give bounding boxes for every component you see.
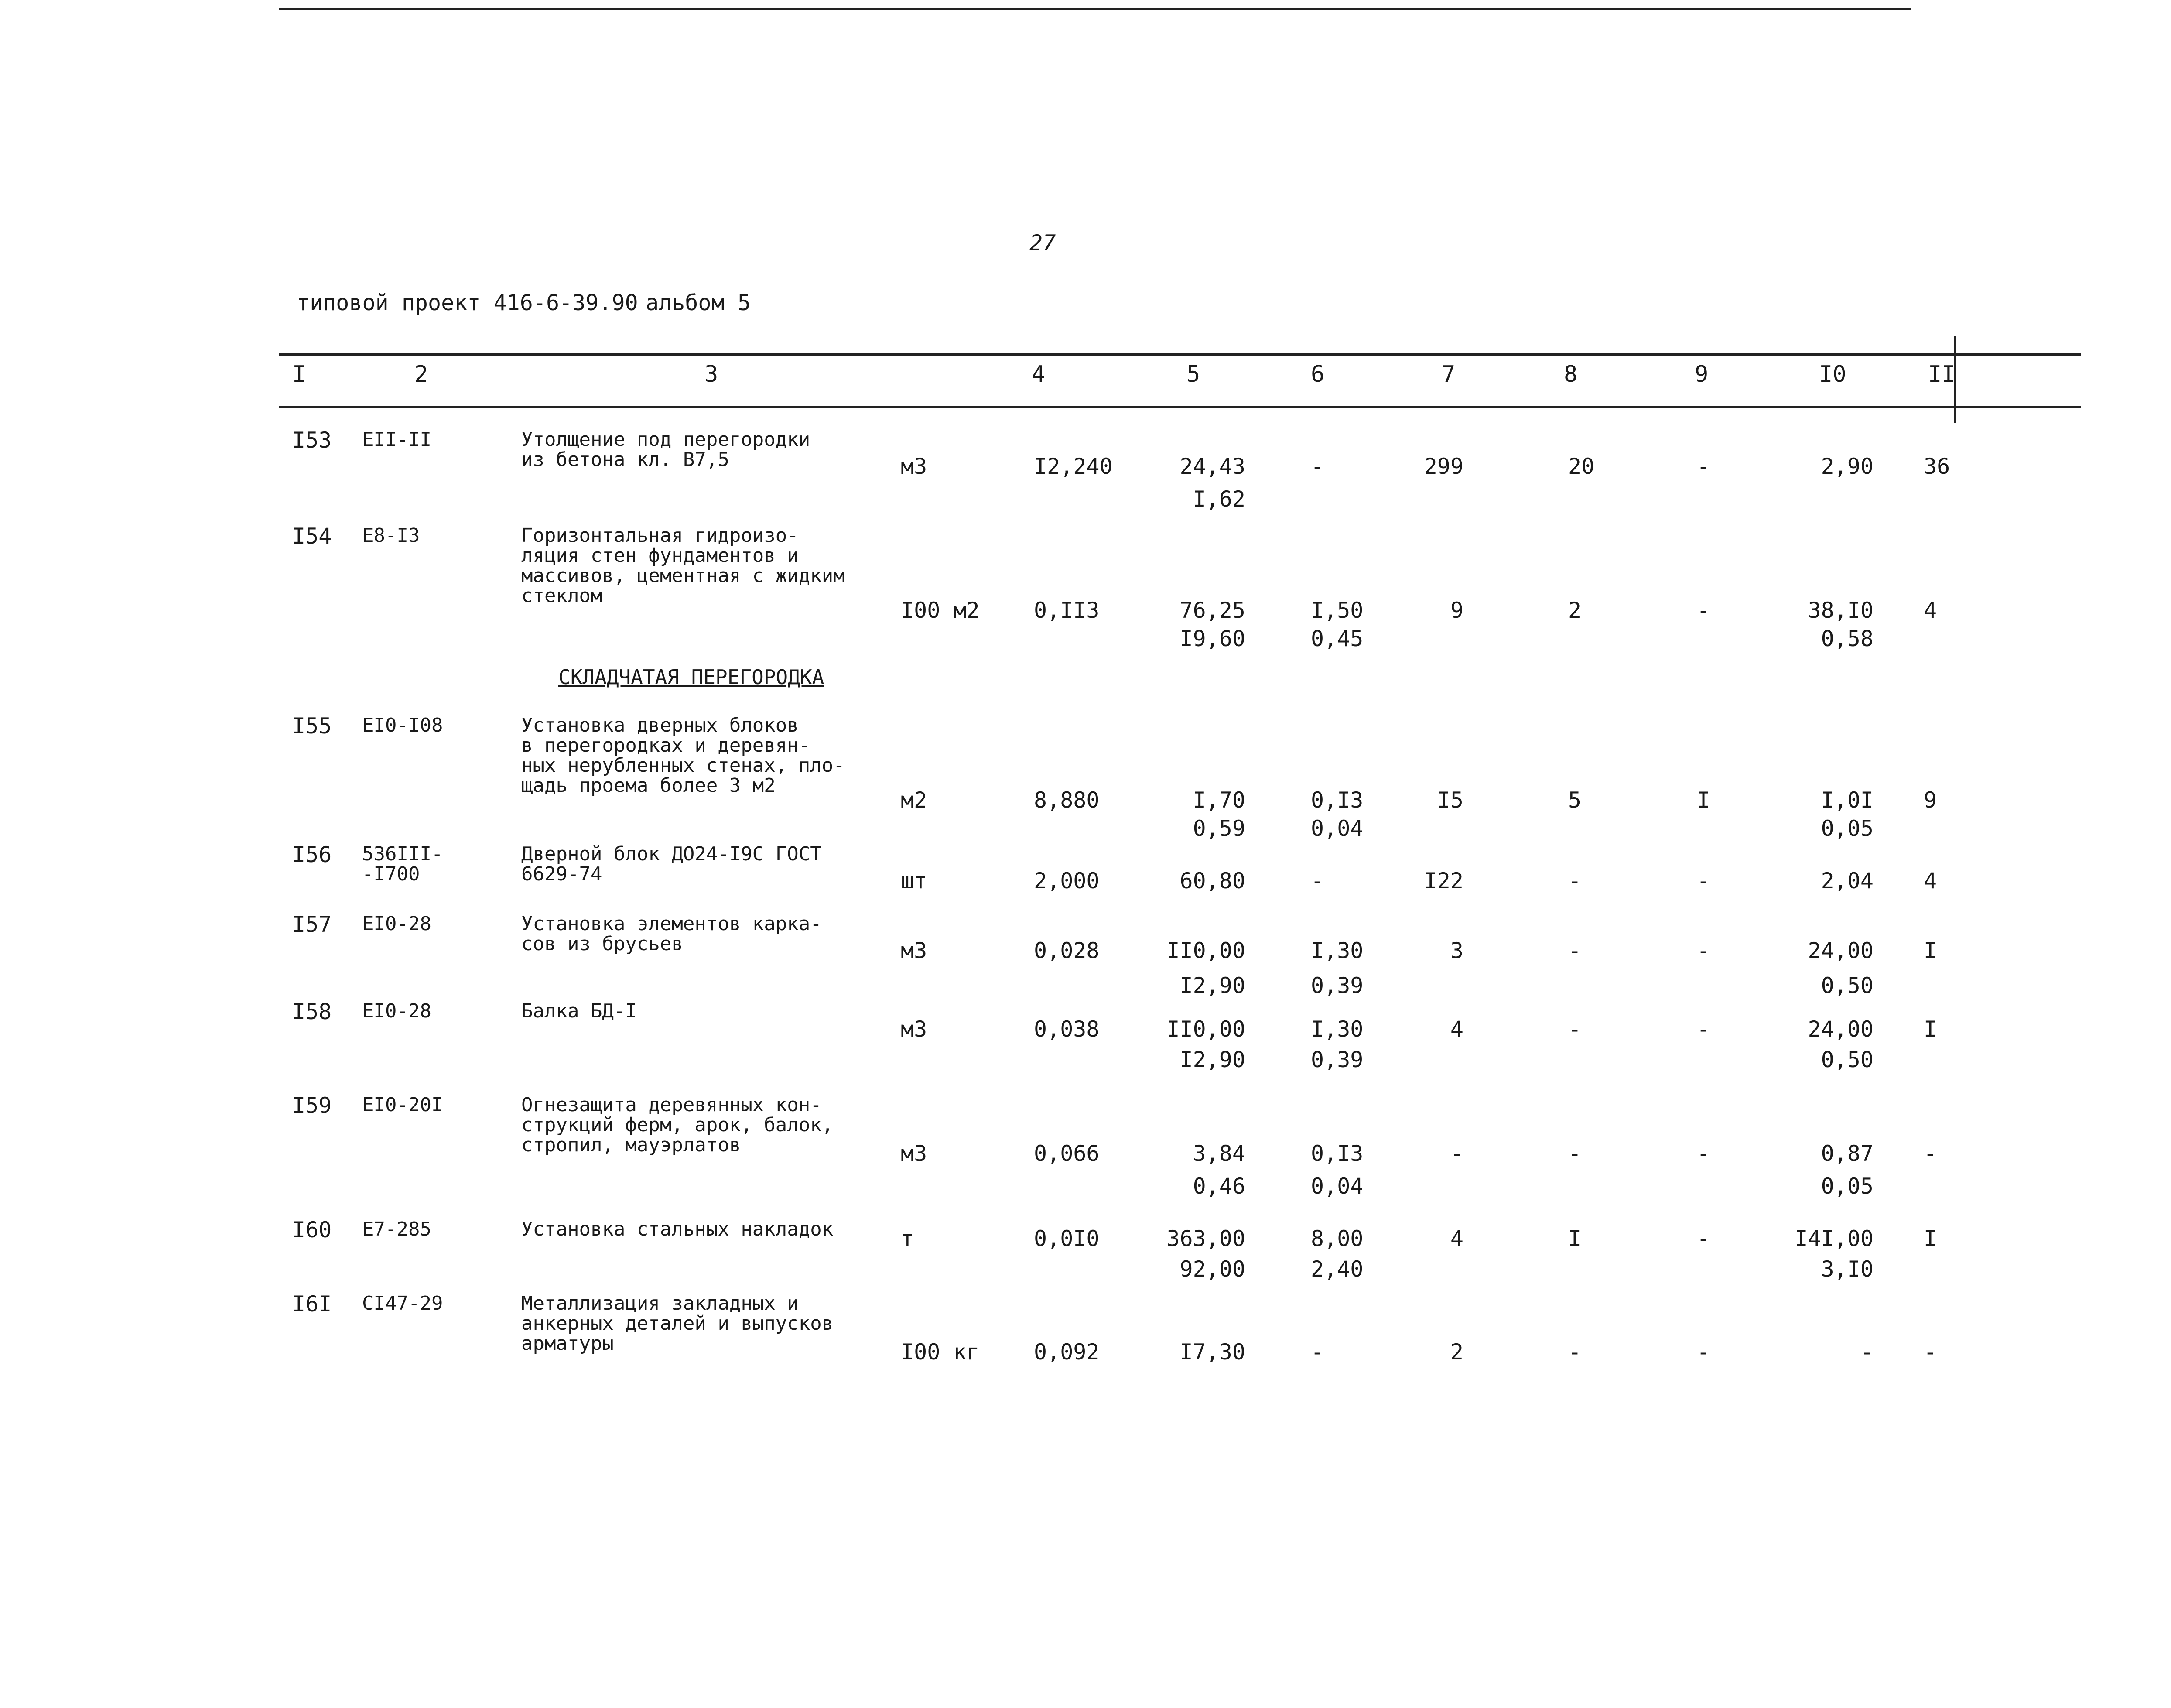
code: EI0-28 xyxy=(362,1000,431,1022)
quantity: 0,066 xyxy=(1034,1141,1100,1166)
table-top-rule xyxy=(279,353,2081,356)
quantity: 8,880 xyxy=(1034,787,1100,813)
col6-value-1: I,30 xyxy=(1311,938,1364,963)
row-number: I60 xyxy=(292,1217,332,1242)
col9-value: - xyxy=(1697,868,1710,893)
col6-value-2: 0,45 xyxy=(1311,626,1364,651)
col6-value-2: 2,40 xyxy=(1311,1256,1364,1282)
col7-value: 4 xyxy=(1450,1226,1463,1251)
col6-value-1: - xyxy=(1311,454,1324,479)
col11-value: 4 xyxy=(1924,598,1937,623)
col10-value-1: 38,I0 xyxy=(1808,598,1874,623)
quantity: 0,038 xyxy=(1034,1017,1100,1042)
quantity: 0,028 xyxy=(1034,938,1100,963)
col7-value: 299 xyxy=(1424,454,1463,479)
table-header-rule xyxy=(279,406,2081,408)
col11-value: 9 xyxy=(1924,787,1937,813)
col11-value: 36 xyxy=(1924,454,1950,479)
row-number: I55 xyxy=(292,713,332,739)
col5-value-2: I,62 xyxy=(1193,486,1245,512)
unit: м3 xyxy=(901,1141,927,1166)
col10-value-1: - xyxy=(1860,1339,1874,1365)
quantity: 0,0I0 xyxy=(1034,1226,1100,1251)
col-header-3: 3 xyxy=(704,361,718,387)
col-header-4: 4 xyxy=(1032,361,1046,387)
description: Металлизация закладных и анкерных деталей и выпусков арматуры xyxy=(521,1292,834,1355)
row-number: I58 xyxy=(292,999,332,1024)
code: EI0-28 xyxy=(362,913,431,935)
col9-value: - xyxy=(1697,454,1710,479)
col10-value-2: 0,05 xyxy=(1821,816,1874,841)
col9-value: I xyxy=(1697,787,1710,813)
col6-value-1: 0,I3 xyxy=(1311,787,1364,813)
unit: м3 xyxy=(901,938,927,963)
unit: м3 xyxy=(901,1017,927,1042)
quantity: I2,240 xyxy=(1034,454,1113,479)
row-number: I54 xyxy=(292,524,332,549)
header-album: альбом 5 xyxy=(646,290,751,315)
section-title: СКЛАДЧАТАЯ ПЕРЕГОРОДКА xyxy=(558,665,824,689)
quantity: 0,II3 xyxy=(1034,598,1100,623)
col11-value: I xyxy=(1924,938,1937,963)
col7-value: 2 xyxy=(1450,1339,1463,1365)
col9-value: - xyxy=(1697,1226,1710,1251)
col8-value: - xyxy=(1568,1141,1582,1166)
col7-value: 4 xyxy=(1450,1017,1463,1042)
quantity: 2,000 xyxy=(1034,868,1100,893)
row-number: I59 xyxy=(292,1093,332,1118)
col-header-11: II xyxy=(1928,361,1956,387)
code: E8-I3 xyxy=(362,524,420,547)
col11-value: - xyxy=(1924,1141,1937,1166)
col8-value: I xyxy=(1568,1226,1582,1251)
col9-value: - xyxy=(1697,1339,1710,1365)
col11-value: I xyxy=(1924,1017,1937,1042)
col10-value-2: 0,50 xyxy=(1821,973,1874,998)
row-number: I56 xyxy=(292,842,332,867)
unit: I00 кг xyxy=(901,1339,980,1365)
code: CI47-29 xyxy=(362,1292,443,1314)
col10-value-2: 3,I0 xyxy=(1821,1256,1874,1282)
col5-value-1: I7,30 xyxy=(1180,1339,1245,1365)
description: Балка БД-I xyxy=(521,1000,637,1022)
col8-value: - xyxy=(1568,1339,1582,1365)
row-number: I57 xyxy=(292,912,332,937)
col5-value-1: II0,00 xyxy=(1166,938,1245,963)
col-header-6: 6 xyxy=(1311,361,1325,387)
col5-value-2: I2,90 xyxy=(1180,1047,1245,1072)
col-header-2: 2 xyxy=(414,361,428,387)
code: EI0-20I xyxy=(362,1094,443,1116)
code: E7-285 xyxy=(362,1218,431,1240)
unit: I00 м2 xyxy=(901,598,980,623)
col6-value-2: 0,39 xyxy=(1311,1047,1364,1072)
col10-value-1: 24,00 xyxy=(1808,938,1874,963)
code: 536III- -I700 xyxy=(362,843,443,885)
col6-value-1: I,30 xyxy=(1311,1017,1364,1042)
col5-value-1: 76,25 xyxy=(1180,598,1245,623)
col7-value: - xyxy=(1450,1141,1463,1166)
col8-value: 5 xyxy=(1568,787,1582,813)
code: EII-II xyxy=(362,428,431,451)
col10-value-1: I4I,00 xyxy=(1795,1226,1874,1251)
col5-value-2: 0,59 xyxy=(1193,816,1245,841)
col6-value-2: 0,04 xyxy=(1311,816,1364,841)
col10-value-2: 0,05 xyxy=(1821,1174,1874,1199)
col-header-1: I xyxy=(292,361,306,387)
col6-value-1: 0,I3 xyxy=(1311,1141,1364,1166)
col11-value: I xyxy=(1924,1226,1937,1251)
code: EI0-I08 xyxy=(362,714,443,736)
description: Установка элементов карка- сов из брусьев xyxy=(521,913,822,955)
col5-value-2: I2,90 xyxy=(1180,973,1245,998)
header-project: типовой проект 416-6-39.90 xyxy=(297,290,638,315)
row-number: I53 xyxy=(292,428,332,453)
description: Горизонтальная гидроизо- ляция стен фундаментов и массивов, цементная с жидким стеклом xyxy=(521,524,845,607)
col6-value-2: 0,04 xyxy=(1311,1174,1364,1199)
col9-value: - xyxy=(1697,598,1710,623)
col5-value-1: 24,43 xyxy=(1180,454,1245,479)
col7-value: I5 xyxy=(1437,787,1463,813)
col8-value: - xyxy=(1568,1017,1582,1042)
col9-value: - xyxy=(1697,1141,1710,1166)
col6-value-1: - xyxy=(1311,1339,1324,1365)
col8-value: - xyxy=(1568,868,1582,893)
description: Дверной блок ДО24-I9С ГОСТ 6629-74 xyxy=(521,843,822,885)
col-header-7: 7 xyxy=(1442,361,1456,387)
col10-value-1: 2,90 xyxy=(1821,454,1874,479)
unit: м2 xyxy=(901,787,927,813)
quantity: 0,092 xyxy=(1034,1339,1100,1365)
col10-value-1: I,0I xyxy=(1821,787,1874,813)
col-header-9: 9 xyxy=(1695,361,1709,387)
col9-value: - xyxy=(1697,1017,1710,1042)
col8-value: 2 xyxy=(1568,598,1582,623)
description: Огнезащита деревянных кон- струкций ферм, арок, балок, стропил, мауэрлатов xyxy=(521,1094,834,1156)
col10-value-1: 2,04 xyxy=(1821,868,1874,893)
col11-value: - xyxy=(1924,1339,1937,1365)
col6-value-1: I,50 xyxy=(1311,598,1364,623)
col5-value-1: I,70 xyxy=(1193,787,1245,813)
col-header-10: I0 xyxy=(1819,361,1846,387)
page-number: 27 xyxy=(1029,230,1056,256)
description: Установка стальных накладок xyxy=(521,1218,834,1240)
description: Установка дверных блоков в перегородках и деревян- ных нерубленных стенах, пло- щадь проема более 3 м2 xyxy=(521,714,845,797)
col5-value-1: 3,84 xyxy=(1193,1141,1245,1166)
col5-value-2: 0,46 xyxy=(1193,1174,1245,1199)
description: Утолщение под перегородки из бетона кл. В7,5 xyxy=(521,428,810,471)
top-border-line xyxy=(279,8,1911,10)
col-header-5: 5 xyxy=(1186,361,1200,387)
unit: т xyxy=(901,1226,914,1251)
col6-value-2: 0,39 xyxy=(1311,973,1364,998)
row-number: I6I xyxy=(292,1291,332,1317)
unit: шт xyxy=(901,868,927,893)
col10-value-2: 0,58 xyxy=(1821,626,1874,651)
col9-value: - xyxy=(1697,938,1710,963)
col11-value: 4 xyxy=(1924,868,1937,893)
col8-value: - xyxy=(1568,938,1582,963)
col8-value: 20 xyxy=(1568,454,1595,479)
col10-value-1: 24,00 xyxy=(1808,1017,1874,1042)
col5-value-1: II0,00 xyxy=(1166,1017,1245,1042)
col5-value-2: I9,60 xyxy=(1180,626,1245,651)
col5-value-2: 92,00 xyxy=(1180,1256,1245,1282)
col5-value-1: 363,00 xyxy=(1166,1226,1245,1251)
col10-value-1: 0,87 xyxy=(1821,1141,1874,1166)
col7-value: I22 xyxy=(1424,868,1463,893)
unit: м3 xyxy=(901,454,927,479)
col6-value-1: - xyxy=(1311,868,1324,893)
col6-value-1: 8,00 xyxy=(1311,1226,1364,1251)
col-header-8: 8 xyxy=(1564,361,1578,387)
col5-value-1: 60,80 xyxy=(1180,868,1245,893)
col10-value-2: 0,50 xyxy=(1821,1047,1874,1072)
col7-value: 9 xyxy=(1450,598,1463,623)
col7-value: 3 xyxy=(1450,938,1463,963)
